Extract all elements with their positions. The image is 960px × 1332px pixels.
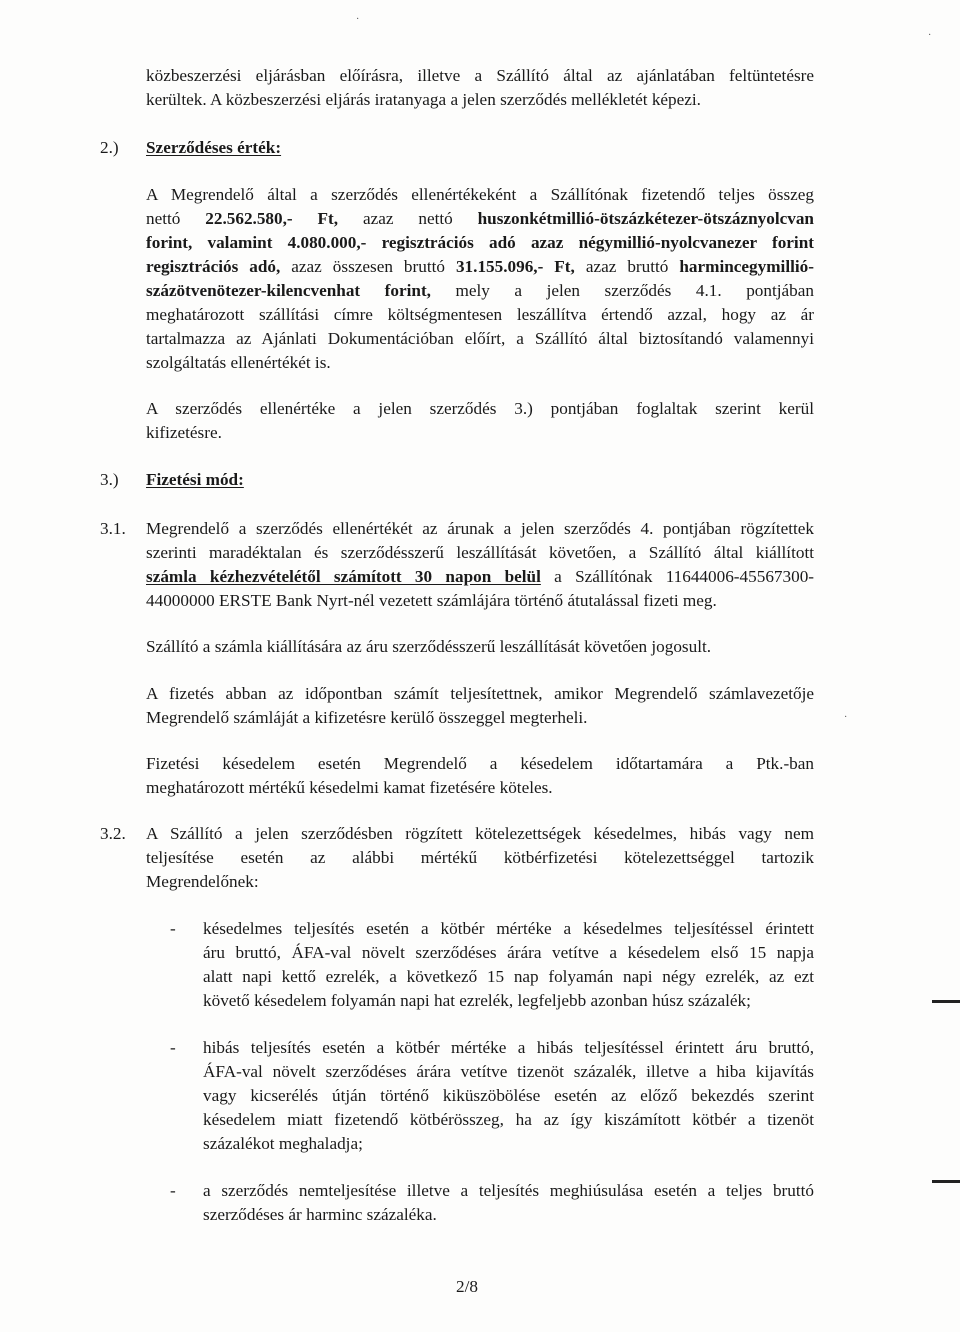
s2-p2-line-1: A szerződés ellenértéke a jelen szerződés 3.) pontjában foglaltak szerint kerül (146, 399, 814, 418)
section-3-number: 3.) (100, 470, 119, 489)
scan-speck: · (844, 712, 848, 723)
section-3-heading: Fizetési mód: (146, 470, 244, 489)
scan-edge-mark (932, 1000, 960, 1003)
s2-p1-line-1: A Megrendelő által a szerződés ellenértékeként a Szállítónak fizetendő teljes összeg (146, 185, 814, 204)
list-item-dash: - (170, 1181, 176, 1200)
section-3-1-number: 3.1. (100, 519, 126, 538)
s2-p1-line-5: százötvenötezer-kilencvenhat forint, mely a jelen szerződés 4.1. pontjában (146, 281, 814, 300)
s31-paragraph-2: Szállító a számla kiállítására az áru szerződésszerű leszállítását követően jogosult. (146, 637, 712, 656)
s2-p1-line-3: forint, valamint 4.080.000,- regisztrációs adó azaz négymillió-nyolcvanezer forint (146, 233, 814, 252)
s31-line-3: számla kézhezvételétől számított 30 napon belül a Szállítónak 11644006-45567300- (146, 567, 815, 586)
list-item-1-line-1: késedelmes teljesítés esetén a kötbér mértéke a késedelmes teljesítéssel érintett (203, 919, 814, 938)
scan-speck: · (928, 30, 932, 41)
s2-p2-line-2: kifizetésre. (146, 423, 222, 442)
s2-p1-line-8: szolgáltatás ellenértékét is. (146, 353, 331, 372)
section-3-2-number: 3.2. (100, 824, 126, 843)
scan-edge-mark (932, 1180, 960, 1183)
list-item-dash: - (170, 919, 176, 938)
s2-p1-line-4: regisztrációs adó, azaz összesen bruttó 31.155.096,- Ft, azaz bruttó harmincegymillió- (146, 257, 814, 276)
s2-p1-line-2: nettó 22.562.580,- Ft, azaz nettó huszonkétmillió-ötszázkétezer-ötszáznyolcvan (146, 209, 814, 228)
s32-line-3: Megrendelőnek: (146, 872, 259, 891)
s31-line-1: Megrendelő a szerződés ellenértékét az árunak a jelen szerződés 4. pontjában rögzítettek (146, 519, 814, 538)
intro-line-2: kerültek. A közbeszerzési eljárás iratanyaga a jelen szerződés mellékletét képezi. (146, 90, 701, 109)
list-item-dash: - (170, 1038, 176, 1057)
list-item-1-line-3: alatt napi kettő ezrelék, a következő 15 nap folyamán napi négy ezrelék, az ezt (203, 967, 814, 986)
s31-line-2: szerinti maradéktalan és szerződésszerű leszállítását követően, a Szállító által kiállított (146, 543, 814, 562)
s31-p3-line-1: A fizetés abban az időpontban számít teljesítettnek, amikor Megrendelő számlavezetője (146, 684, 814, 703)
list-item-2-line-3: vagy kicserélés útján történő kiküszöbölése esetén az előző bekezdés szerint (203, 1086, 814, 1105)
list-item-1-line-2: áru bruttó, ÁFA-val növelt szerződéses árára vetítve a késedelem első 15 napja (203, 943, 814, 962)
list-item-2-line-2: ÁFA-val növelt szerződéses árára vetítve tizenöt százalék, illetve a hiba kijavítás (203, 1062, 814, 1081)
list-item-2-line-4: késedelem miatt fizetendő kötbérösszeg, ha az így kiszámított kötbér a tizenöt (203, 1110, 814, 1129)
s31-p3-line-2: Megrendelő számláját a kifizetésre kerülő összeggel megterheli. (146, 708, 588, 727)
list-item-3-line-1: a szerződés nemteljesítése illetve a teljesítés meghiúsulása esetén a teljes bruttó (203, 1181, 814, 1200)
list-item-1-line-4: követő késedelem folyamán napi hat ezrelék, legfeljebb azonban húsz százalék; (203, 991, 751, 1010)
s31-line-4: 44000000 ERSTE Bank Nyrt-nél vezetett számlájára történő átutalással fizeti meg. (146, 591, 717, 610)
list-item-2-line-5: százalékot meghaladja; (203, 1134, 363, 1153)
s32-line-2: teljesítése esetén az alábbi mértékű kötbérfizetési kötelezettséggel tartozik (146, 848, 814, 867)
list-item-3-line-2: szerződéses ár harminc százaléka. (203, 1205, 437, 1224)
s2-p1-line-6: meghatározott szállítási címre költségmentesen leszállítva értendő azzal, hogy az ár (146, 305, 814, 324)
s31-p4-line-1: Fizetési késedelem esetén Megrendelő a késedelem időtartamára a Ptk.-ban (146, 754, 814, 773)
s2-p1-line-7: tartalmazza az Ajánlati Dokumentációban előírt, a Szállító által biztosítandó valamennyi (146, 329, 814, 348)
list-item-2-line-1: hibás teljesítés esetén a kötbér mértéke a hibás teljesítéssel érintett áru bruttó, (203, 1038, 814, 1057)
section-2-number: 2.) (100, 138, 119, 157)
page-number: 2/8 (456, 1277, 478, 1296)
intro-line-1: közbeszerzési eljárásban előírásra, illetve a Szállító által az ajánlatában feltüntetésre (146, 66, 814, 85)
s31-p4-line-2: meghatározott mértékű késedelmi kamat fizetésére köteles. (146, 778, 553, 797)
scan-speck: · (356, 14, 360, 25)
section-2-heading: Szerződéses érték: (146, 138, 282, 157)
s32-line-1: A Szállító a jelen szerződésben rögzített kötelezettségek késedelmes, hibás vagy nem (146, 824, 814, 843)
